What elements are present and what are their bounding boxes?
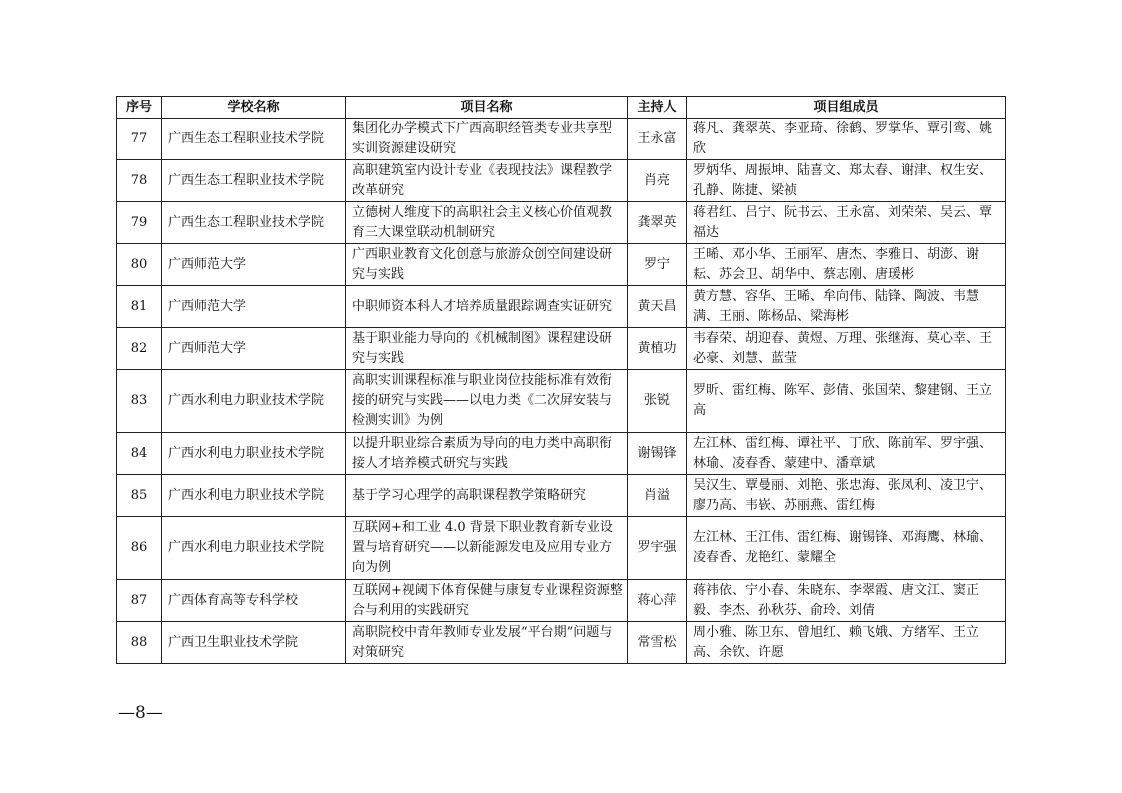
row-number: 86 bbox=[117, 517, 162, 580]
project-leader: 肖亮 bbox=[628, 160, 687, 202]
school-name: 广西师范大学 bbox=[162, 286, 346, 328]
project-leader: 王永富 bbox=[628, 119, 687, 160]
project-leader: 蒋心萍 bbox=[628, 580, 687, 622]
row-number: 88 bbox=[117, 622, 162, 664]
row-number: 77 bbox=[117, 119, 162, 160]
school-name: 广西水利电力职业技术学院 bbox=[162, 475, 346, 517]
project-leader: 常雪松 bbox=[628, 622, 687, 664]
projects-table bbox=[116, 96, 1006, 664]
header-school: 学校名称 bbox=[162, 97, 346, 119]
header-project: 项目名称 bbox=[346, 97, 628, 119]
row-number: 80 bbox=[117, 244, 162, 286]
project-members: 韦春荣、胡迎春、黄煜、万理、张继海、莫心幸、王必豪、刘慧、蓝莹 bbox=[687, 328, 1006, 370]
row-number: 78 bbox=[117, 160, 162, 202]
row-number: 82 bbox=[117, 328, 162, 370]
school-name: 广西水利电力职业技术学院 bbox=[162, 370, 346, 433]
project-name: 高职实训课程标准与职业岗位技能标准有效衔接的研究与实践——以电力类《二次屏安装与检测实训》为例 bbox=[346, 370, 628, 433]
school-name: 广西水利电力职业技术学院 bbox=[162, 433, 346, 475]
table-row bbox=[117, 244, 1006, 286]
project-members: 蒋凡、龚翠英、李亚琦、徐鹤、罗掌华、覃引鸾、姚欣 bbox=[687, 119, 1006, 160]
row-number: 87 bbox=[117, 580, 162, 622]
project-name: 互联网+视阈下体育保健与康复专业课程资源整合与利用的实践研究 bbox=[346, 580, 628, 622]
project-members: 王晞、邓小华、王丽军、唐杰、李雅日、胡澎、谢耘、苏会卫、胡华中、蔡志刚、唐瑗彬 bbox=[687, 244, 1006, 286]
school-name: 广西师范大学 bbox=[162, 328, 346, 370]
row-number: 84 bbox=[117, 433, 162, 475]
table-row bbox=[117, 119, 1006, 160]
project-name: 高职建筑室内设计专业《表现技法》课程教学改革研究 bbox=[346, 160, 628, 202]
header-leader: 主持人 bbox=[628, 97, 687, 119]
project-members: 周小雅、陈卫东、曾旭红、赖飞娥、方绪军、王立高、余钦、许愿 bbox=[687, 622, 1006, 664]
project-members: 黄方慧、容华、王晞、牟向伟、陆锋、陶波、韦慧满、王丽、陈杨品、梁海彬 bbox=[687, 286, 1006, 328]
table-row bbox=[117, 328, 1006, 370]
school-name: 广西水利电力职业技术学院 bbox=[162, 517, 346, 580]
project-name: 集团化办学模式下广西高职经管类专业共享型实训资源建设研究 bbox=[346, 119, 628, 160]
header-members: 项目组成员 bbox=[687, 97, 1006, 119]
table-row bbox=[117, 286, 1006, 328]
project-members: 罗炳华、周振坤、陆喜文、郑太春、谢津、权生安、孔静、陈捷、梁祯 bbox=[687, 160, 1006, 202]
table-row bbox=[117, 622, 1006, 664]
project-leader: 黄天昌 bbox=[628, 286, 687, 328]
project-name: 中职师资本科人才培养质量跟踪调查实证研究 bbox=[346, 286, 628, 328]
table-row bbox=[117, 433, 1006, 475]
project-name: 以提升职业综合素质为导向的电力类中高职衔接人才培养模式研究与实践 bbox=[346, 433, 628, 475]
table-row bbox=[117, 475, 1006, 517]
page-number: —8— bbox=[118, 703, 163, 723]
school-name: 广西体育高等专科学校 bbox=[162, 580, 346, 622]
project-members: 蒋君红、吕宁、阮书云、王永富、刘荣荣、吴云、覃福达 bbox=[687, 202, 1006, 244]
project-leader: 张锐 bbox=[628, 370, 687, 433]
project-leader: 黄植功 bbox=[628, 328, 687, 370]
project-leader: 罗宇强 bbox=[628, 517, 687, 580]
school-name: 广西卫生职业技术学院 bbox=[162, 622, 346, 664]
row-number: 85 bbox=[117, 475, 162, 517]
project-name: 高职院校中青年教师专业发展“平台期”问题与对策研究 bbox=[346, 622, 628, 664]
project-name: 互联网+和工业 4.0 背景下职业教育新专业设置与培育研究——以新能源发电及应用专业方向为例 bbox=[346, 517, 628, 580]
school-name: 广西生态工程职业技术学院 bbox=[162, 160, 346, 202]
project-name: 广西职业教育文化创意与旅游众创空间建设研究与实践 bbox=[346, 244, 628, 286]
project-name: 基于学习心理学的高职课程教学策略研究 bbox=[346, 475, 628, 517]
project-members: 罗昕、雷红梅、陈军、彭倩、张国荣、黎建钢、王立高 bbox=[687, 370, 1006, 433]
table-row bbox=[117, 517, 1006, 580]
school-name: 广西师范大学 bbox=[162, 244, 346, 286]
project-leader: 龚翠英 bbox=[628, 202, 687, 244]
table-row bbox=[117, 160, 1006, 202]
school-name: 广西生态工程职业技术学院 bbox=[162, 119, 346, 160]
table-row bbox=[117, 580, 1006, 622]
row-number: 83 bbox=[117, 370, 162, 433]
table-row bbox=[117, 202, 1006, 244]
project-leader: 谢锡锋 bbox=[628, 433, 687, 475]
project-members: 左江林、王江伟、雷红梅、谢锡锋、邓海鹰、林瑜、凌春香、龙艳红、蒙耀全 bbox=[687, 517, 1006, 580]
row-number: 79 bbox=[117, 202, 162, 244]
project-leader: 肖溢 bbox=[628, 475, 687, 517]
project-members: 吴汉生、覃曼丽、刘艳、张忠海、张凤利、凌卫宁、廖乃高、韦嵚、苏丽燕、雷红梅 bbox=[687, 475, 1006, 517]
header-no: 序号 bbox=[117, 97, 162, 119]
school-name: 广西生态工程职业技术学院 bbox=[162, 202, 346, 244]
project-leader: 罗宁 bbox=[628, 244, 687, 286]
table-row bbox=[117, 370, 1006, 433]
project-name: 基于职业能力导向的《机械制图》课程建设研究与实践 bbox=[346, 328, 628, 370]
project-members: 左江林、雷红梅、谭社平、丁欣、陈前军、罗宇强、林瑜、凌春香、蒙建中、潘章斌 bbox=[687, 433, 1006, 475]
project-members: 蒋祎依、宁小春、朱晓东、李翠霞、唐文江、窦正毅、李杰、孙秋芬、俞玲、刘倩 bbox=[687, 580, 1006, 622]
table-header-row bbox=[117, 97, 1006, 119]
project-name: 立德树人维度下的高职社会主义核心价值观教育三大课堂联动机制研究 bbox=[346, 202, 628, 244]
row-number: 81 bbox=[117, 286, 162, 328]
